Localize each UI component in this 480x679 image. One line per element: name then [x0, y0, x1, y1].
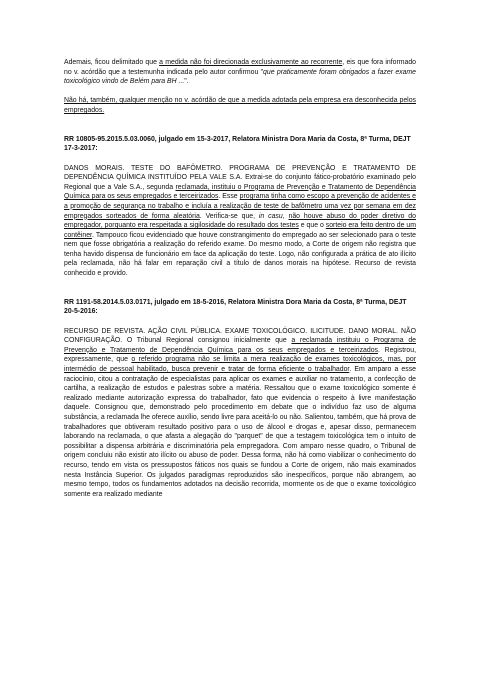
text-span: Ademais, ficou delimitado que [64, 59, 160, 66]
text-span: . Em amparo a esse raciocínio, citou a contratação de especialistas para aplicar os exames e auxiliar no tratamento, a confecção de cartilha, a realização de estudos e palestras sobre a matéria. Ressaltou que o exame toxicológico somente é realizado mediante autorização expressa do trabalhador, fato que evidencia o respeito à livre manifestação daquele. Consignou que, demonstrado pelo procedimento em debate que o indivíduo faz uso de alguma substância, a reclamada lhe oferece auxílio, sendo livre para aceitá-lo ou não. Salientou, também, que há prova de trabalhadores que obtiveram resultado positivo para o uso de álcool e drogas e, apesar disso, permanecem laborando na reclamada, o que afasta a alegação do "parquet" de que a testagem toxicológica tem o intuito de possibilitar a dispensa arbitrária e discriminatória pela empregadora. Com amparo nesse quadro, o Tribunal de origem concluiu não existir ato ilícito ou abuso de poder. Dessa forma, não há como viabilizar o conhecimento do recurso, tendo em vista os pressupostos fáticos nos quais se fundou a Corte de origem, não mais examinados nesta Instância Superior. Os julgados paradigmas reproduzidos são inespecíficos, porque não abrangem, ao mesmo tempo, todos os fundamentos adotados na decisão recorrida, mormente os de que o exame toxicológico somente era realizado mediante [64, 366, 416, 498]
text-span: , eis que fora informado no v. acórdão que a testemunha indicada pelo autor confirmou " [64, 59, 416, 76]
italic-quote: que praticamente foram obrigados a fazer exame toxicológico vindo de Belém para BH ... [64, 68, 417, 86]
text-span: DANOS MORAIS. TESTE DO BAFÔMETRO. PROGRAMA DE PREVENÇÃO E TRATAMENTO DE DEPENDÊNCIA QUÍMICA INSTITUÍDO PELA VALE S.A. Extrai-se do conjunto fático-probatório examinado pelo Regional que a Vale S.A., segunda [64, 164, 416, 191]
text-span: RECURSO DE REVISTA. AÇÃO CIVIL PÚBLICA. EXAME TOXICOLÓGICO. ILICITUDE. DANO MORAL. NÃO CONFIGURAÇÃO. O Tribunal Regional consignou inicialmente que [64, 327, 416, 345]
case-2-body [64, 327, 416, 500]
case-1-heading: RR 10805-95.2015.5.03.0060, julgado em 15-3-2017, Relatora Ministra Dora Maria da Costa, 8ª Turma, DEJT 17-3-2017: [64, 135, 411, 153]
underlined-text: a reclamada instituiu o Programa de Prevenção e Tratamento de Dependência Química para os seus empregados e terceirizados [64, 337, 416, 354]
underlined-text: não houve abuso do poder diretivo do empregador, porquanto era respeitada a sigilosidade do resultado dos testes [64, 212, 416, 230]
text-span: . Verifica-se que, [199, 212, 259, 220]
underlined-text: o referido programa não se limita a mera realização de exames toxicológicos, mas, por intermédio de pessoal habilitado, busca prevenir e tratar de forma eficiente o trabalhador [64, 356, 416, 373]
case-2-heading: RR 1191-58.2014.5.03.0171, julgado em 18-5-2016, Relatora Ministra Dora Maria da Costa, 8ª Turma, DEJT 20-5-2016: [64, 298, 407, 316]
intro-paragraph-2: Não há, também, qualquer menção no v. acórdão de que a medida adotada pela empresa era desconhecida pelos empregados. [64, 97, 416, 114]
text-span: . Tampouco ficou evidenciado que houve constrangimento do empregado ao ser selecionado para o teste nem que fosse obrigatória a realização do referido exame. Do mesmo modo, a Corte de origem não registra que tenha havido dispensa de funcionário em face da aplicação do teste. Logo, não configurada a prática de ato ilícito pela reclamada, não há falar em reparação civil a título de danos morais na hipótese. Recurso de revista conhecido e provido. [64, 231, 416, 278]
text-span: . Registrou, expressamente, que [64, 346, 416, 364]
underlined-text: sorteio era feito dentro de um contêiner [64, 222, 416, 239]
case-1-body [64, 164, 416, 279]
text-span: . Esse [218, 193, 240, 201]
text-span: e que o [298, 222, 326, 230]
underlined-text: programa tinha como escopo a prevenção de acidentes e a promoção de segurança no trabalho e incluía a realização de teste de bafômetro uma vez por semana em dez empregados sorteados de forma aleatória [64, 193, 417, 220]
text-span: ". [184, 78, 189, 86]
intro-paragraph-1 [64, 58, 416, 87]
italic-text: in casu [258, 212, 283, 220]
underlined-text: a medida não foi direcionada exclusivamente ao recorrente [159, 59, 343, 66]
text-span: , [282, 212, 289, 220]
underlined-text: reclamada, instituiu o Programa de Prevenção e Tratamento de Dependência Química para os seus empregados e terceirizados [64, 183, 416, 201]
document-body [64, 58, 416, 499]
